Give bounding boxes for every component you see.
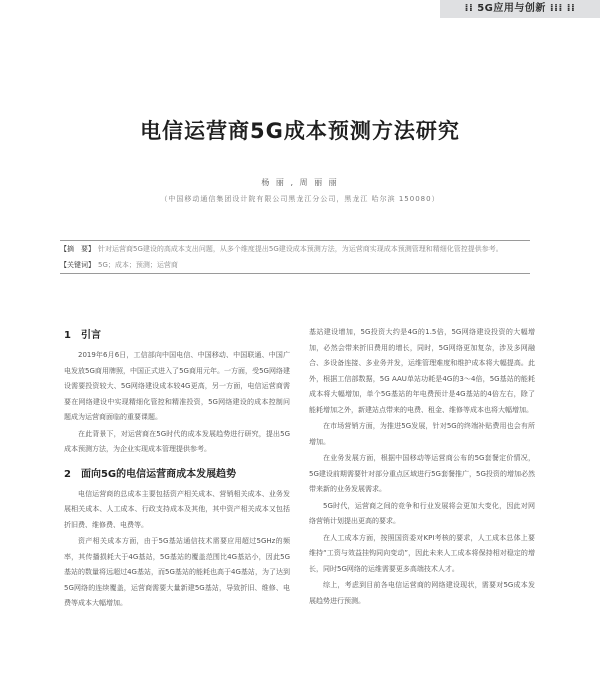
paper-authors: 杨 丽 , 周 丽 丽 [261,178,339,187]
paper-title: 电信运营商5G成本预测方法研究 [140,119,460,143]
keywords-row [60,257,530,273]
intro-paragraph: 2019年6月6日，工信部向中国电信、中国移动、中国联通、中国广电发放5G商用牌照，中国正式进入了5G商用元年。一方面，受5G网络建设需要投资较大、5G网络建设成本较4G更高，另一方面，电信运营商需要在网络建设中实现精细化管控和精准投资，5G网络建设的成本控制问题成为运营商面临的重要课题。 [64,351,290,421]
paper-affiliation: （中国移动通信集团设计院有限公司黑龙江分公司，黑龙江 哈尔滨 150080） [160,195,440,203]
body-paragraph: 基站建设增加，5G投资大约是4G的1.5倍，5G网络建设投资的大幅增加，必然会带来折旧费用的增长，同时，5G网络更加复杂，涉及多网融合、多设备连接、多业务并发，运维管理难度和维护成本将大幅提高。此外，根据工信部数据，5G AAU单站功耗是4G的3～4倍，5G基站的能耗成本将大幅增加，单个5G基站的年电费预计是4G基站的4倍左右，除了能耗增加之外，新建站点带来的电费、租金、维修等成本也将大幅增加。 [309,328,535,414]
section-header-band: ⁞⁞ 5G应用与创新 ⁞⁞⁞ ⁞⁞ [440,0,600,18]
section-intro-title: 1 引言 [64,330,101,341]
abstract-bottom-rule [60,273,530,274]
intro-paragraph: 在此背景下，对运营商在5G时代的成本发展趋势进行研究，提出5G成本预测方法，为企业实现成本管理提供参考。 [64,429,290,453]
right-column [309,325,535,610]
body-paragraph: 在人工成本方面，按照国资委对KPI考核的要求，人工成本总体上要维持“工资与效益挂钩同向变动”，因此未来人工成本将保持相对稳定的增长，同时5G网络的运维需要更多高端技术人才。 [309,533,535,573]
cost-paragraph: 资产相关成本方面，由于5G基站通信技术需要应用超过5GHz的频率，其传播损耗大于4G基站，5G基站的覆盖范围比4G基站小，因此5G基站的数量将远超过4G基站，而5G基站的能耗也高于4G基站，为了达到5G网络的连续覆盖，运营商需要大量新建5G基站，导致折旧、维修、电费等成本大幅增加。 [64,537,290,607]
abstract-row [60,241,530,257]
body-paragraph: 在业务发展方面，根据中国移动等运营商公布的5G套餐定价情况，5G建设前期需要针对部分重点区域进行5G套餐推广，5G投资的增加必然带来新的业务发展需求。 [309,454,535,493]
body-paragraph: 综上，考虑到目前各电信运营商的网络建设现状，需要对5G成本发展趋势进行预测。 [309,581,535,605]
section-cost-title: 2 面向5G的电信运营商成本发展趋势 [64,468,237,480]
body-paragraph: 5G时代，运营商之间的竞争和行业发展将会更加大变化，因此对网络营销计划提出更高的要求。 [309,501,535,525]
abstract-text: 针对运营商5G建设的高成本支出问题，从多个维度提出5G建设成本预测方法，为运营商实现成本预测管理和精细化管控提供参考。 [98,245,503,253]
body-paragraph: 在市场营销方面，为推进5G发展，针对5G的终端补贴费用也会有所增加。 [309,422,535,446]
keywords-text: 5G；成本；预测；运营商 [98,261,178,269]
left-column [64,325,290,613]
abstract-label: 【摘 要】 [60,245,95,253]
abstract-box [60,240,530,274]
cost-paragraph: 电信运营商的总成本主要包括资产相关成本、营销相关成本、业务发展相关成本、人工成本、行政支持成本及其他，其中资产相关成本又包括折旧费、维修费、电费等。 [64,489,290,529]
keywords-label: 【关键词】 [60,261,95,269]
